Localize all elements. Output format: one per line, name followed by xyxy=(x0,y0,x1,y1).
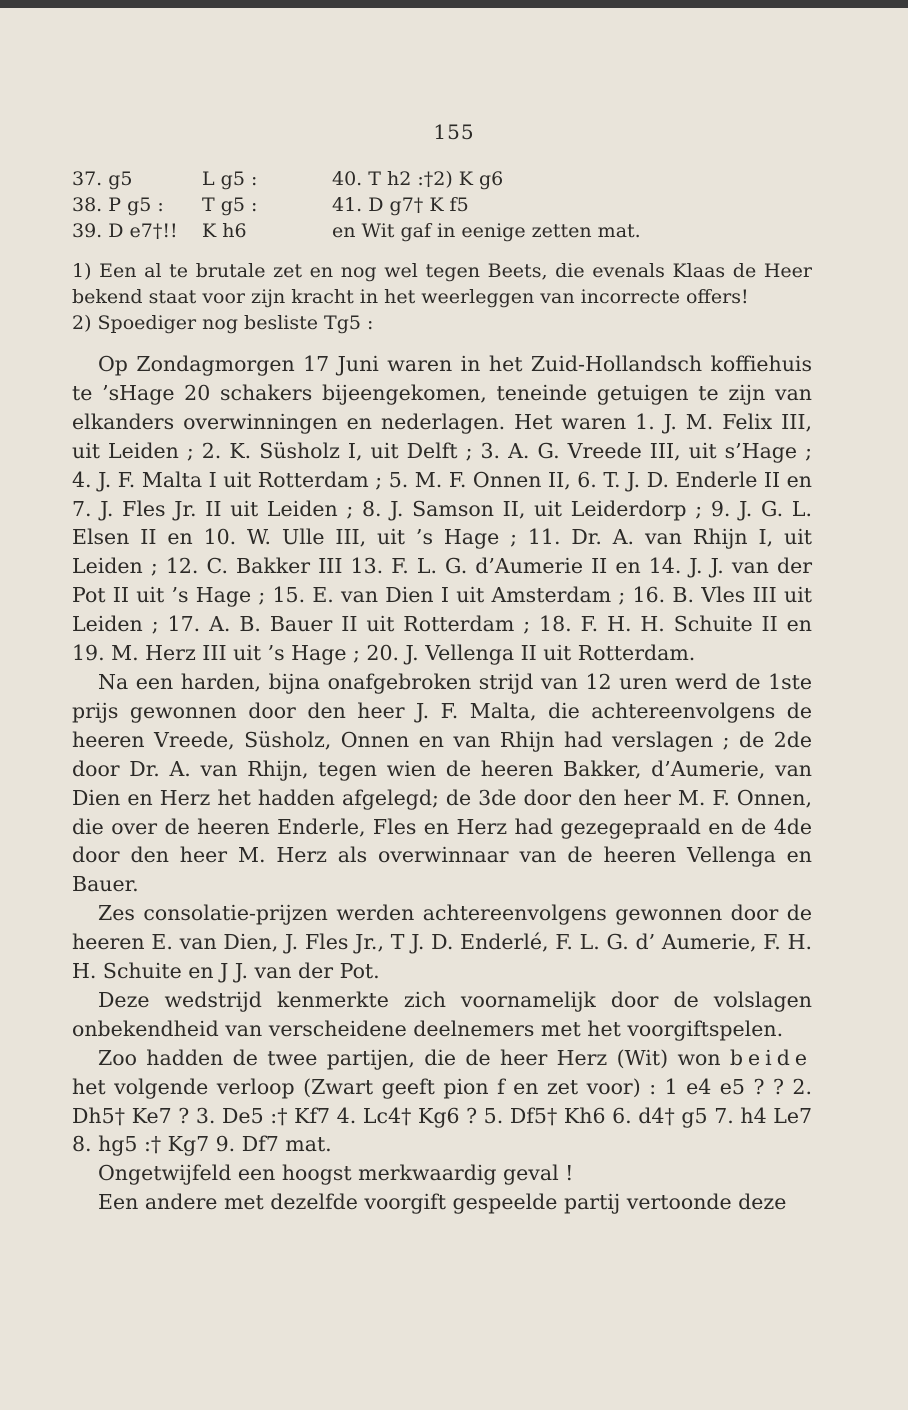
move-continuation: 41. D g7† K f5 xyxy=(332,194,469,216)
move-continuation: 40. T h2 :†2) K g6 xyxy=(332,168,504,190)
move-row xyxy=(72,166,812,192)
move-black: K h6 xyxy=(202,220,247,242)
book-page xyxy=(0,8,908,1410)
paragraph: Deze wedstrijd kenmerkte zich voornamelijk door de volslagen onbekendheid van verscheidene deelnemers met het voorgiftspelen. xyxy=(72,987,812,1041)
emphasized-word: beide xyxy=(729,1045,812,1070)
paragraph: Een andere met dezelfde voorgift gespeelde partij vertoonde deze xyxy=(98,1190,787,1215)
chess-moves xyxy=(72,166,812,244)
move-row xyxy=(72,192,812,218)
paragraph: Ongetwijfeld een hoogst merkwaardig geval ! xyxy=(98,1161,574,1186)
move-white: 38. P g5 : xyxy=(72,194,164,216)
article-body xyxy=(72,350,812,1217)
paragraph: Zes consolatie-prijzen werden achtereenvolgens gewonnen door de heeren E. van Dien, J. Fles Jr., T J. D. Enderlé, F. L. G. d’ Aumerie, F. H. H. Schuite en J J. van der Pot. xyxy=(72,901,812,984)
page-number: 155 xyxy=(433,120,475,144)
paragraph xyxy=(72,1044,812,1160)
move-row xyxy=(72,218,812,244)
footnote-2: 2) Spoediger nog besliste Tg5 : xyxy=(72,312,374,334)
move-white: 37. g5 xyxy=(72,168,133,190)
paragraph: Op Zondagmorgen 17 Juni waren in het Zuid-Hollandsch koffiehuis te ’sHage 20 schakers bijeengekomen, teneinde getuigen te zijn van elkanders overwinningen en nederlagen. Het waren 1. J. M. Felix III, uit Leiden ; 2. K. Süsholz I, uit Delft ; 3. A. G. Vreede III, uit s’Hage ; 4. J. F. Malta I uit Rotterdam ; 5. M. F. Onnen II, 6. T. J. D. Enderle II en 7. J. Fles Jr. II uit Leiden ; 8. J. Samson II, uit Leiderdorp ; 9. J. G. L. Elsen II en 10. W. Ulle III, uit ’s Hage ; 11. Dr. A. van Rhijn I, uit Leiden ; 12. C. Bakker III 13. F. L. G. d’Aumerie II en 14. J. J. van der Pot II uit ’s Hage ; 15. E. van Dien I uit Amsterdam ; 16. B. Vles III uit Leiden ; 17. A. B. Bauer II uit Rotterdam ; 18. F. H. H. Schuite II en 19. M. Herz III uit ’s Hage ; 20. J. Vellenga II uit Rotterdam. xyxy=(72,352,812,666)
move-continuation: en Wit gaf in eenige zetten mat. xyxy=(332,220,641,242)
move-black: T g5 : xyxy=(202,194,258,216)
move-white: 39. D e7†!! xyxy=(72,220,178,242)
move-black: L g5 : xyxy=(202,168,258,190)
text-run: Zoo hadden de twee partijen, die de heer Herz (Wit) won xyxy=(98,1045,730,1070)
paragraph: Na een harden, bijna onafgebroken strijd van 12 uren werd de 1ste prijs gewonnen door den heer J. F. Malta, die achtereenvolgens de heeren Vreede, Süsholz, Onnen en van Rhijn had verslagen ; de 2de door Dr. A. van Rhijn, tegen wien de heeren Bakker, d’Aumerie, van Dien en Herz het hadden afgelegd; de 3de door den heer M. F. Onnen, die over de heeren Enderle, Fles en Herz had gezegepraald en de 4de door den heer M. Herz als overwinnaar van de heeren Vellenga en Bauer. xyxy=(72,669,812,897)
text-run: het volgende verloop (Zwart geeft pion f en zet voor) : 1 e4 e5 ? ? 2. Dh5† Ke7 ? 3. De5 :† Kf7 4. Lc4† Kg6 ? 5. Df5† Kh6 6. d4† g5 7. h4 Le7 8. hg5 :† Kg7 9. Df7 mat. xyxy=(72,1074,812,1157)
footnote-1: 1) Een al te brutale zet en nog wel tegen Beets, die evenals Klaas de Heer bekend staat voor zijn kracht in het weerleggen van incorrecte offers! xyxy=(72,260,812,308)
